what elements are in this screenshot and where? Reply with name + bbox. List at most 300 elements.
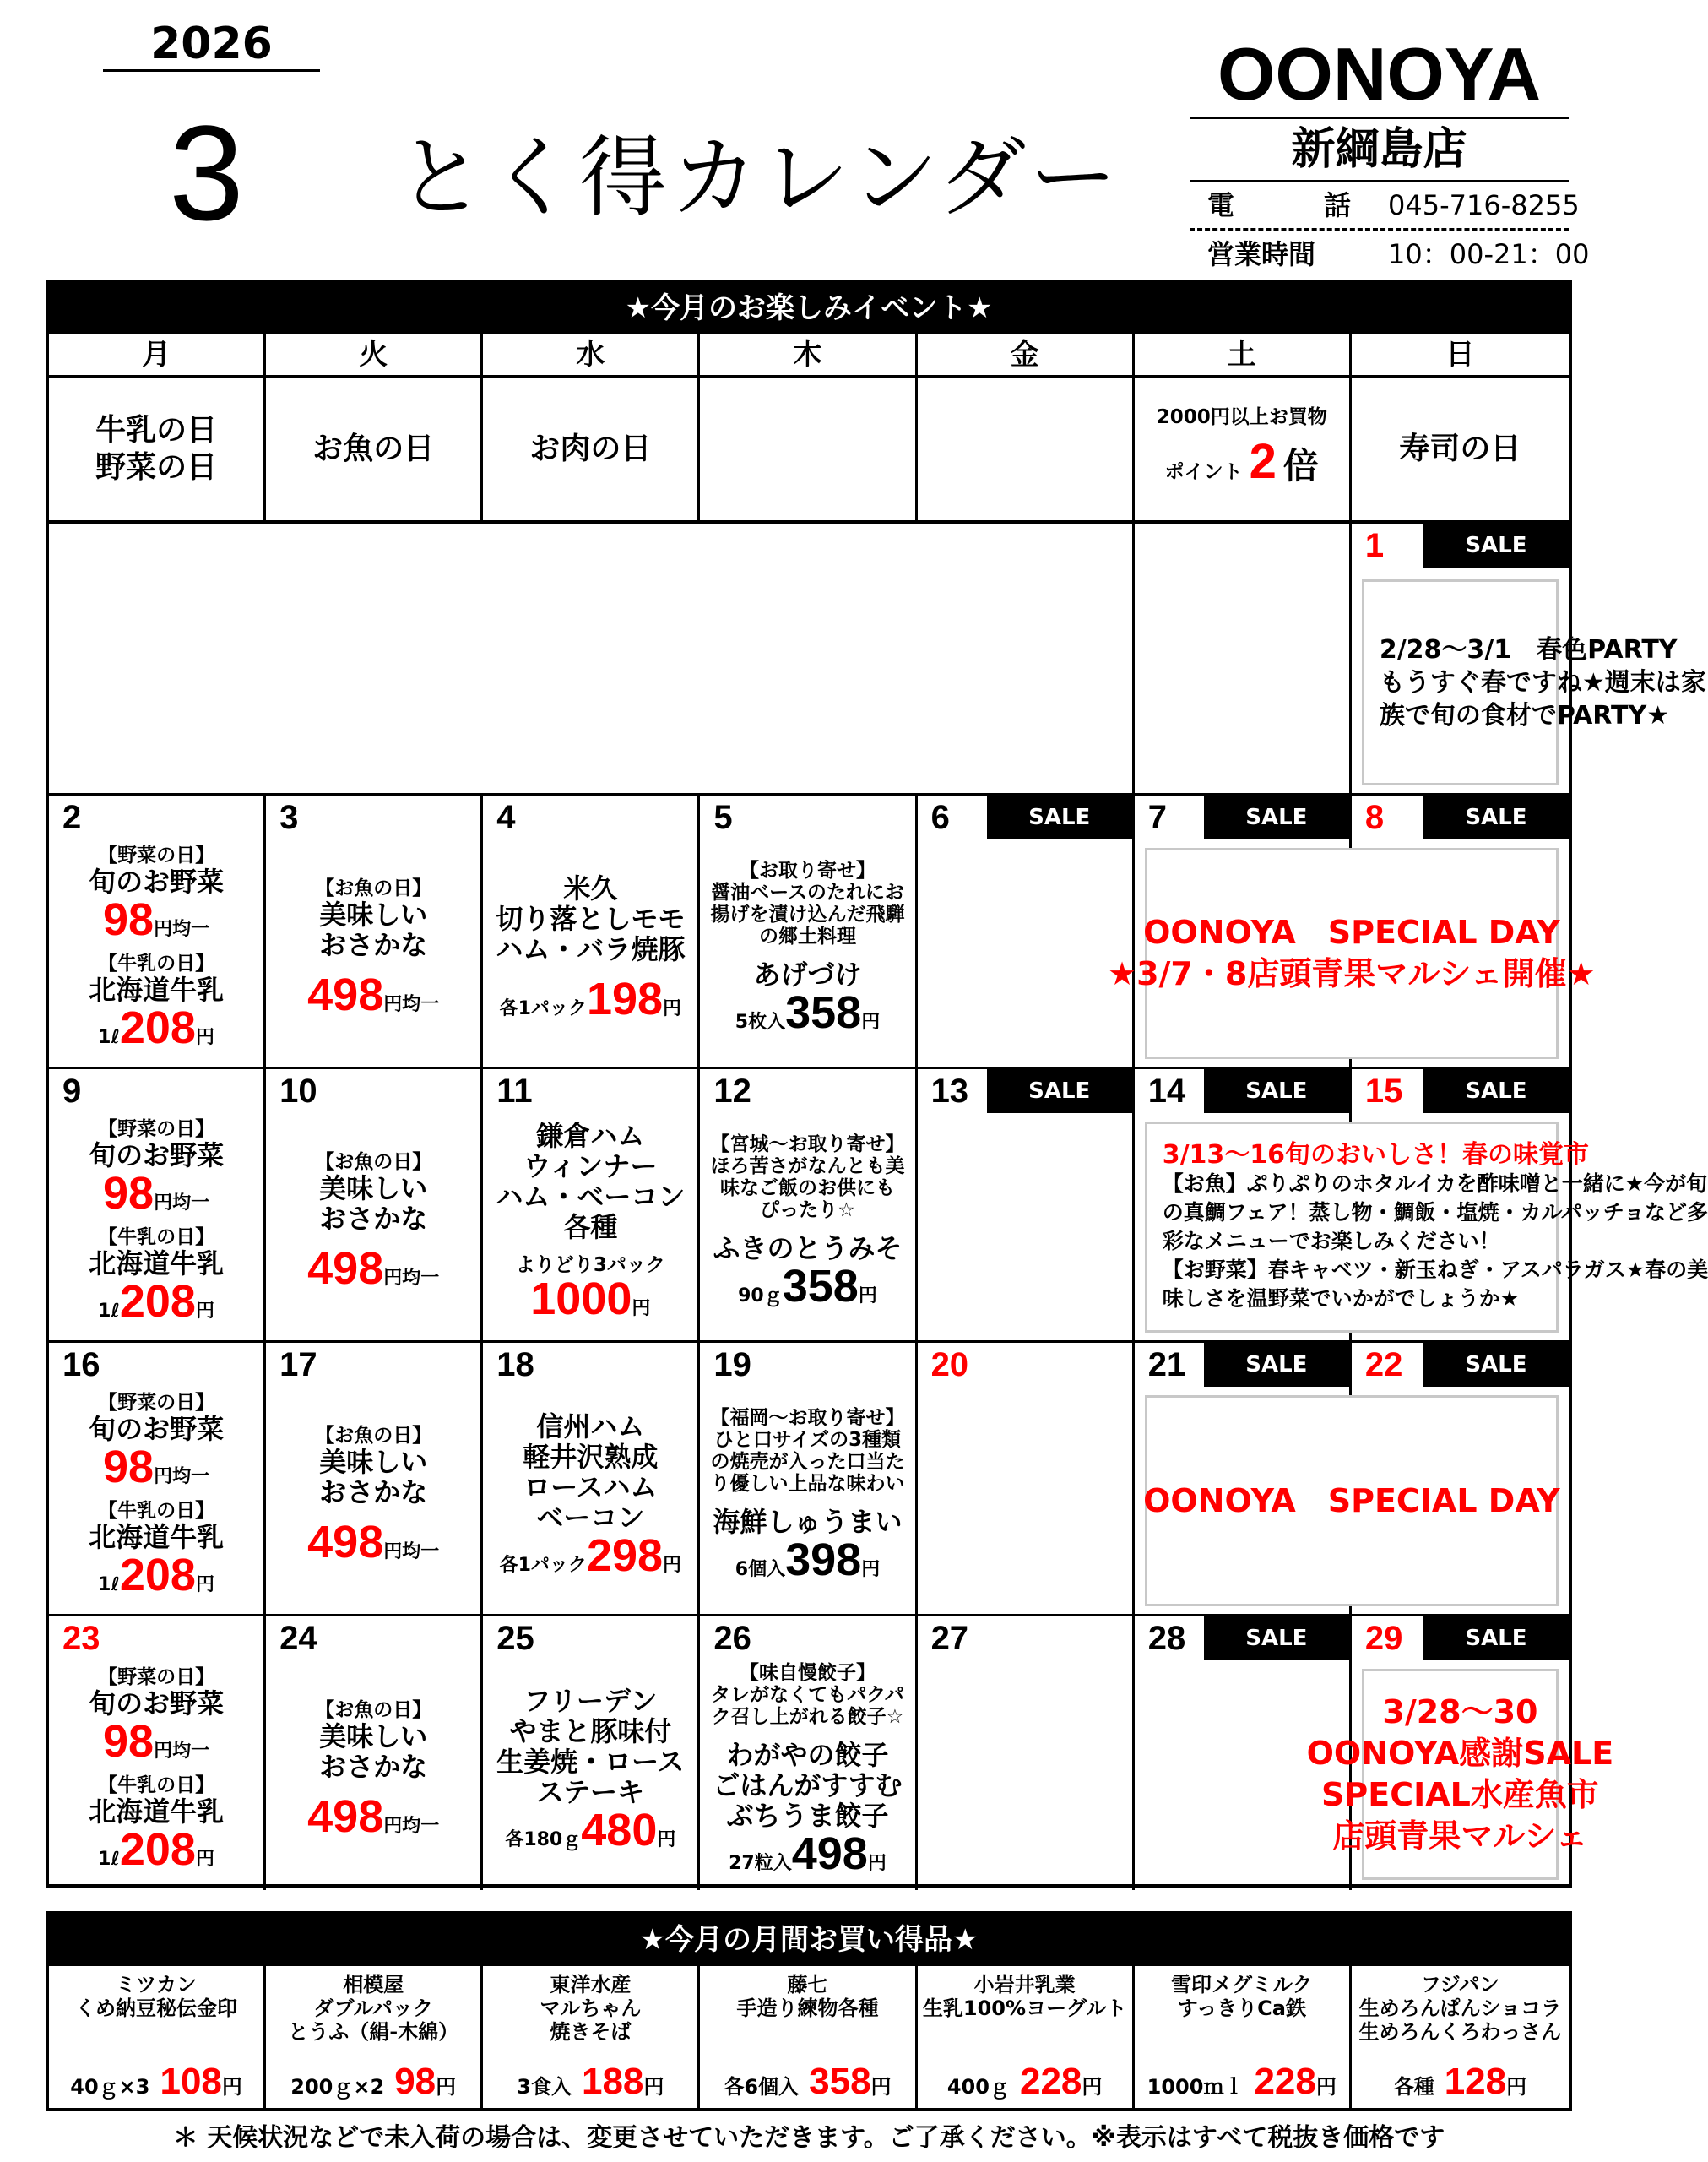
bargains-title: ★今月の月間お買い得品★ — [49, 1915, 1569, 1966]
price-value: 98 — [103, 1167, 155, 1219]
item-note: 揚げを漬け込んだ飛騨 — [710, 903, 905, 926]
day-cell — [483, 1343, 700, 1616]
event-note-line: もうすぐ春ですね★週末は家 — [1379, 667, 1706, 698]
event-note — [1306, 1669, 1614, 1880]
item-name: 海鮮しゅうまい — [713, 1505, 903, 1538]
event-note — [1108, 848, 1596, 1059]
bargain-price-row — [700, 2061, 914, 2103]
price-suffix: 円 — [858, 1285, 877, 1306]
bargain-price-value: 108 — [160, 2061, 222, 2102]
price-row — [735, 1534, 881, 1593]
day-content — [483, 839, 697, 1065]
item-note: 【お魚の日】 — [315, 1150, 432, 1173]
event-note-line: SPECIAL水産魚市 — [1321, 1776, 1599, 1813]
item-note: 【野菜の日】 — [98, 1391, 215, 1414]
day-number: 5 — [713, 799, 733, 836]
day-cell — [918, 796, 1135, 1069]
day-content — [49, 839, 263, 1065]
item-note: 【野菜の日】 — [98, 1666, 215, 1688]
bargain-yen: 円 — [221, 2075, 242, 2099]
day-number: 21 — [1147, 1346, 1186, 1383]
day-header — [1135, 1343, 1349, 1387]
sale-badge: SALE — [1204, 1343, 1349, 1387]
day-number: 7 — [1147, 799, 1167, 836]
price-unit: 各1パック — [499, 1554, 587, 1576]
footnote: ＊ 天候状況などで未入荷の場合は、変更させていただきます。ご了承ください。※表示はすべて税抜き価格です — [172, 2123, 1445, 2153]
day-number: 15 — [1364, 1073, 1403, 1110]
day-header — [918, 1343, 1132, 1387]
day-cell — [483, 796, 700, 1069]
special-condition: 2000円以上お買物 — [1156, 405, 1327, 428]
item-name: おさかな — [319, 1751, 428, 1783]
item-name: ロースハム — [523, 1470, 658, 1503]
price-suffix: 円均一 — [383, 1267, 440, 1289]
bargain-product: 焼きそば — [550, 2020, 632, 2044]
bargain-item — [700, 1966, 917, 2108]
day-content — [266, 1660, 480, 1888]
bargain-brand: ミツカン — [116, 1973, 198, 1996]
item-name: わがやの餃子 — [726, 1739, 889, 1771]
item-name: 旬のお野菜 — [89, 865, 225, 898]
divider — [1190, 180, 1569, 182]
special-cell — [1352, 378, 1569, 520]
item-name: 北海道牛乳 — [89, 1520, 225, 1553]
special-cell — [918, 378, 1135, 520]
price-suffix: 円 — [632, 1297, 651, 1319]
events-title: ★今月のお楽しみイベント★ — [49, 283, 1569, 334]
day-header — [1352, 524, 1569, 568]
price-unit: 6個入 — [735, 1558, 786, 1580]
price-suffix: 円 — [867, 1853, 887, 1874]
price-unit: 各180ｇ — [505, 1829, 582, 1850]
day-cell — [266, 1069, 483, 1343]
day-content — [483, 1660, 697, 1888]
item-name: おさかな — [319, 1202, 428, 1235]
price-suffix: 円均一 — [383, 1816, 440, 1837]
price-row — [103, 1716, 210, 1774]
weekday-5: 土 — [1135, 334, 1352, 375]
item-note: 【野菜の日】 — [98, 844, 215, 866]
price-suffix: 円均一 — [154, 1192, 210, 1214]
day-number: 9 — [62, 1073, 82, 1110]
day-header — [700, 1069, 914, 1113]
day-cell — [700, 796, 917, 1069]
item-name: ベーコン — [536, 1501, 645, 1534]
price-suffix: 円均一 — [383, 1540, 440, 1562]
bargain-brand: 東洋水産 — [550, 1973, 632, 1996]
page-title: とく得カレンダー — [397, 126, 1121, 229]
day-header — [1135, 796, 1349, 839]
weekday-2: 水 — [483, 334, 700, 375]
day-cell — [266, 796, 483, 1069]
item-name: 軽井沢熟成 — [523, 1440, 659, 1473]
bargain-yen: 円 — [1506, 2075, 1527, 2099]
sale-badge: SALE — [1204, 796, 1349, 839]
item-name: ふきのとうみそ — [713, 1231, 903, 1264]
event-note — [1145, 1122, 1708, 1333]
price-unit: 1ℓ — [98, 1849, 120, 1870]
bargain-product: マルちゃん — [540, 1996, 642, 2020]
item-name: ぶちうま餃子 — [726, 1800, 889, 1832]
day-cell — [49, 1069, 266, 1343]
price-value: 398 — [785, 1534, 862, 1585]
day-cell — [700, 1343, 917, 1616]
bargain-unit: 1000ｍｌ — [1147, 2075, 1244, 2099]
event-note-line: 【お野菜】春キャベツ・新玉ねぎ・アスパラガス★春の美 — [1162, 1258, 1708, 1282]
phone-info — [1207, 189, 1580, 221]
price-value: 358 — [785, 986, 862, 1038]
special-label: お肉の日 — [529, 432, 652, 466]
day-header — [266, 1069, 480, 1113]
day-number: 23 — [62, 1620, 100, 1657]
bargain-price — [1254, 2061, 1336, 2108]
day-header — [700, 1343, 914, 1387]
day-number: 10 — [279, 1073, 317, 1110]
bargain-yen: 円 — [1082, 2075, 1103, 2099]
day-content — [49, 1660, 263, 1888]
day-header — [1135, 1616, 1349, 1660]
bargain-price-value: 228 — [1254, 2061, 1316, 2102]
price-row — [738, 1260, 877, 1319]
price-suffix: 円均一 — [383, 993, 440, 1015]
price-unit: 5枚入 — [735, 1011, 786, 1033]
bargain-product: 手造り練物各種 — [736, 1996, 879, 2020]
event-note-line: 3/13～16旬のおいしさ！春の味覚市 — [1162, 1140, 1590, 1170]
day-content — [700, 1387, 914, 1612]
day-number: 14 — [1147, 1073, 1186, 1110]
bargain-yen: 円 — [643, 2075, 664, 2099]
item-name: フリーデン — [523, 1685, 658, 1717]
weekly-specials-row — [49, 378, 1569, 524]
item-name: 北海道牛乳 — [89, 1795, 225, 1828]
day-cell — [49, 1343, 266, 1616]
bargain-product: くめ納豆秘伝金印 — [75, 1996, 238, 2020]
price-row — [98, 1549, 214, 1608]
bargain-price-value: 128 — [1444, 2061, 1507, 2102]
event-note-line: 彩なメニューでお楽しみください！ — [1162, 1229, 1500, 1253]
item-note: よりどり3パック — [515, 1253, 665, 1276]
day-number: 11 — [496, 1073, 533, 1110]
item-name: ステーキ — [536, 1776, 645, 1808]
bargain-price-row — [266, 2061, 480, 2103]
phone-label-2: 話 — [1323, 189, 1351, 221]
bargain-price — [394, 2061, 456, 2108]
price-row — [505, 1807, 675, 1863]
event-note-line: 味しさを温野菜でいかがでしょうか★ — [1162, 1286, 1520, 1311]
bargain-unit: 3食入 — [517, 2075, 572, 2099]
day-header — [49, 1069, 263, 1113]
item-name: やまと豚味付 — [509, 1715, 672, 1747]
price-unit: 90ｇ — [738, 1285, 783, 1306]
price-value: 208 — [119, 1275, 196, 1327]
event-note-line: の真鯛フェア！蒸し物・鯛飯・塩焼・カルパッチョなど多 — [1162, 1200, 1708, 1225]
price-suffix: 円 — [861, 1011, 881, 1033]
price-value: 498 — [307, 969, 384, 1020]
item-name: 美味しい — [319, 1445, 428, 1478]
item-name: 生姜焼・ロース — [496, 1746, 685, 1778]
price-suffix: 円 — [861, 1558, 881, 1580]
price-value: 208 — [119, 1549, 196, 1600]
price-suffix: 円均一 — [154, 918, 210, 940]
bargain-unit: 200ｇ×2 — [290, 2075, 385, 2099]
day-content — [49, 1113, 263, 1339]
bargain-price-row — [918, 2061, 1132, 2103]
item-name: ウィンナー — [523, 1149, 658, 1182]
price-row — [103, 1167, 210, 1226]
price-row — [735, 986, 881, 1046]
day-content — [700, 1113, 914, 1339]
event-note-line: OONOYA感謝SALE — [1306, 1735, 1614, 1772]
bargain-item — [1135, 1966, 1352, 2108]
sale-badge: SALE — [987, 1069, 1132, 1113]
empty-cell — [49, 524, 1135, 796]
item-name: おさかな — [319, 928, 428, 961]
weekday-6: 日 — [1445, 338, 1475, 372]
day-header — [1352, 1343, 1569, 1387]
price-unit: 27粒入 — [729, 1853, 792, 1874]
day-number: 3 — [279, 799, 299, 836]
price-row — [103, 1441, 210, 1500]
day-number: 12 — [713, 1073, 751, 1110]
day-cell — [700, 1069, 917, 1343]
day-cell — [483, 1069, 700, 1343]
day-cell — [918, 1343, 1135, 1616]
bargain-unit: 40ｇ×3 — [70, 2075, 150, 2099]
bargain-brand: 小岩井乳業 — [973, 1973, 1076, 1996]
price-row — [307, 1242, 440, 1301]
sale-badge: SALE — [1423, 1616, 1569, 1660]
price-value: 498 — [307, 1242, 384, 1294]
price-unit: 各1パック — [499, 997, 587, 1019]
bargain-unit: 各種 — [1393, 2075, 1434, 2099]
event-note-line: 2/28～3/1 春色PARTY — [1379, 634, 1678, 665]
item-name: 北海道牛乳 — [89, 1247, 225, 1279]
day-cell — [1135, 524, 1352, 796]
price-value: 498 — [791, 1828, 868, 1879]
day-number: 29 — [1364, 1620, 1403, 1657]
price-value: 98 — [103, 1441, 155, 1492]
bargain-yen: 円 — [436, 2075, 457, 2099]
day-number: 1 — [1364, 527, 1385, 564]
event-note-line: OONOYA SPECIAL DAY — [1143, 914, 1560, 951]
day-number: 18 — [496, 1346, 534, 1383]
day-number: 6 — [930, 799, 950, 836]
price-row — [98, 1824, 214, 1882]
calendar-weeks — [49, 524, 1708, 1890]
item-name: 美味しい — [319, 1171, 428, 1204]
event-note-line: 【お魚】ぷりぷりのホタルイカを酢味噌と一緒に★今が旬 — [1162, 1171, 1708, 1196]
day-number: 4 — [496, 799, 516, 836]
price-value: 498 — [307, 1791, 384, 1842]
day-cell — [49, 1616, 266, 1890]
phone-label — [1207, 189, 1351, 221]
price-row — [103, 894, 210, 953]
special-label: お魚の日 — [312, 432, 435, 466]
price-row — [729, 1828, 887, 1887]
bargain-price — [582, 2061, 664, 2108]
special-cell — [483, 378, 700, 520]
price-row — [307, 1791, 440, 1850]
sale-badge: SALE — [1204, 1616, 1349, 1660]
price-unit: 1ℓ — [98, 1300, 120, 1322]
item-note: ひと口サイズの3種類 — [713, 1428, 902, 1451]
day-content — [700, 839, 914, 1065]
bargain-price — [1020, 2061, 1102, 2108]
day-number: 19 — [713, 1346, 751, 1383]
price-value: 1000 — [530, 1273, 632, 1324]
bargain-product: 生めろんくろわっさん — [1358, 2020, 1562, 2044]
special-cell — [49, 378, 266, 520]
day-cell — [266, 1343, 483, 1616]
price-suffix: 円 — [195, 1300, 214, 1322]
day-content — [266, 1387, 480, 1612]
day-header — [700, 796, 914, 839]
price-unit: 1ℓ — [98, 1573, 120, 1595]
day-header — [918, 1616, 1132, 1660]
bargain-unit: 400ｇ — [946, 2075, 1010, 2099]
item-name: ごはんがすすむ — [713, 1769, 903, 1801]
day-header — [700, 1616, 914, 1660]
item-name: 米久 — [563, 872, 618, 904]
event-note-line: OONOYA SPECIAL DAY — [1143, 1481, 1560, 1519]
phone-number: 045-716-8255 — [1388, 189, 1580, 221]
sale-badge: SALE — [987, 796, 1132, 839]
dashed-divider — [1190, 228, 1569, 231]
price-value: 98 — [103, 894, 155, 945]
item-name: 美味しい — [319, 1720, 428, 1752]
special-label: 牛乳の日 — [95, 413, 218, 448]
item-name: 旬のお野菜 — [89, 1412, 225, 1445]
day-header — [483, 796, 697, 839]
price-row — [307, 1516, 440, 1575]
store-name: 新綱島店 — [1291, 124, 1467, 175]
price-row — [499, 973, 682, 1032]
price-value: 498 — [307, 1516, 384, 1567]
weekday-1: 火 — [266, 334, 483, 375]
day-header — [266, 796, 480, 839]
day-header — [1352, 1069, 1569, 1113]
day-number: 8 — [1364, 799, 1385, 836]
item-note: 【野菜の日】 — [98, 1117, 215, 1140]
sale-badge: SALE — [1423, 796, 1569, 839]
bargain-price — [809, 2061, 891, 2108]
bargain-price-value: 358 — [809, 2061, 871, 2102]
event-note-line: 族で旬の食材でPARTY★ — [1379, 700, 1670, 731]
special-label: 寿司の日 — [1399, 432, 1521, 466]
bargain-brand: 相模屋 — [343, 1973, 404, 1996]
sale-badge: SALE — [1423, 1069, 1569, 1113]
price-suffix: 円 — [195, 1849, 214, 1870]
bargain-item — [49, 1966, 266, 2108]
bargain-price-row — [49, 2061, 263, 2103]
sale-badge: SALE — [1204, 1069, 1349, 1113]
item-note: 【お取り寄せ】 — [739, 859, 876, 882]
bargain-yen: 円 — [870, 2075, 892, 2099]
item-note: ぴったり☆ — [760, 1198, 855, 1221]
item-name: 鎌倉ハム — [536, 1119, 645, 1152]
price-value: 98 — [103, 1716, 155, 1767]
weekday-4: 金 — [918, 334, 1135, 375]
bargain-price — [1445, 2061, 1526, 2108]
calendar — [46, 280, 1708, 1888]
item-note: 【牛乳の日】 — [98, 1774, 215, 1796]
item-note: 【牛乳の日】 — [98, 952, 215, 975]
bargain-price-value: 98 — [394, 2061, 436, 2102]
price-row — [98, 1002, 214, 1061]
price-value: 208 — [119, 1824, 196, 1875]
price-suffix: 円 — [663, 997, 682, 1019]
bargain-item — [1352, 1966, 1569, 2108]
day-content — [49, 1387, 263, 1612]
weekday-header — [49, 334, 1569, 378]
day-cell — [918, 1616, 1135, 1890]
day-header — [1135, 1069, 1349, 1113]
point-row — [1165, 435, 1319, 493]
bargain-product: とうふ（絹-木綿） — [288, 2020, 459, 2044]
bargain-product: 生乳100%ヨーグルト — [922, 1996, 1127, 2020]
bargains-row — [49, 1966, 1569, 2108]
day-number: 26 — [713, 1620, 751, 1657]
bargain-brand: 雪印メグミルク — [1171, 1973, 1313, 1996]
special-cell — [266, 378, 483, 520]
bargain-yen: 円 — [1315, 2075, 1337, 2099]
bargain-brand: フジパン — [1420, 1973, 1500, 1996]
item-note: ク召し上がれる餃子☆ — [711, 1706, 904, 1728]
item-note: 【福岡～お取り寄せ】 — [710, 1406, 905, 1429]
day-header — [483, 1343, 697, 1387]
price-row — [530, 1273, 651, 1332]
price-value: 298 — [586, 1529, 664, 1581]
day-content — [700, 1660, 914, 1888]
day-header — [483, 1616, 697, 1660]
day-header — [918, 796, 1132, 839]
item-name: あげづけ — [753, 958, 862, 991]
day-number: 22 — [1364, 1346, 1403, 1383]
day-header — [1352, 796, 1569, 839]
day-header — [483, 1069, 697, 1113]
bargain-price — [160, 2061, 241, 2108]
day-header — [1352, 1616, 1569, 1660]
item-name: ハム・ベーコン — [496, 1180, 686, 1213]
day-number: 16 — [62, 1346, 100, 1383]
day-content — [483, 1113, 697, 1339]
day-cell — [700, 1616, 917, 1890]
bargain-item — [266, 1966, 483, 2108]
price-suffix: 円 — [657, 1829, 676, 1850]
day-header — [49, 1343, 263, 1387]
point-bai: 倍 — [1282, 444, 1319, 486]
price-row — [499, 1529, 682, 1589]
hours-label: 営業時間 — [1207, 238, 1316, 270]
year: 2026 — [103, 19, 320, 72]
item-name: ハム・バラ焼豚 — [496, 932, 686, 965]
day-cell — [918, 1069, 1135, 1343]
bargain-brand: 藤七 — [787, 1973, 828, 1996]
price-value: 198 — [586, 973, 664, 1024]
price-row — [98, 1275, 214, 1334]
price-suffix: 円均一 — [154, 1741, 210, 1762]
day-number: 2 — [62, 799, 82, 836]
event-note-line: 3/28～30 — [1382, 1693, 1538, 1730]
day-header — [49, 796, 263, 839]
bargain-product: ダブルパック — [313, 1996, 433, 2020]
item-name: 旬のお野菜 — [89, 1138, 225, 1171]
day-header — [266, 1616, 480, 1660]
sale-badge: SALE — [1423, 1343, 1569, 1387]
item-note: 味なご飯のお供にも — [719, 1176, 895, 1199]
day-cell — [49, 796, 266, 1069]
event-note-line: 店頭青果マルシェ — [1332, 1817, 1588, 1855]
